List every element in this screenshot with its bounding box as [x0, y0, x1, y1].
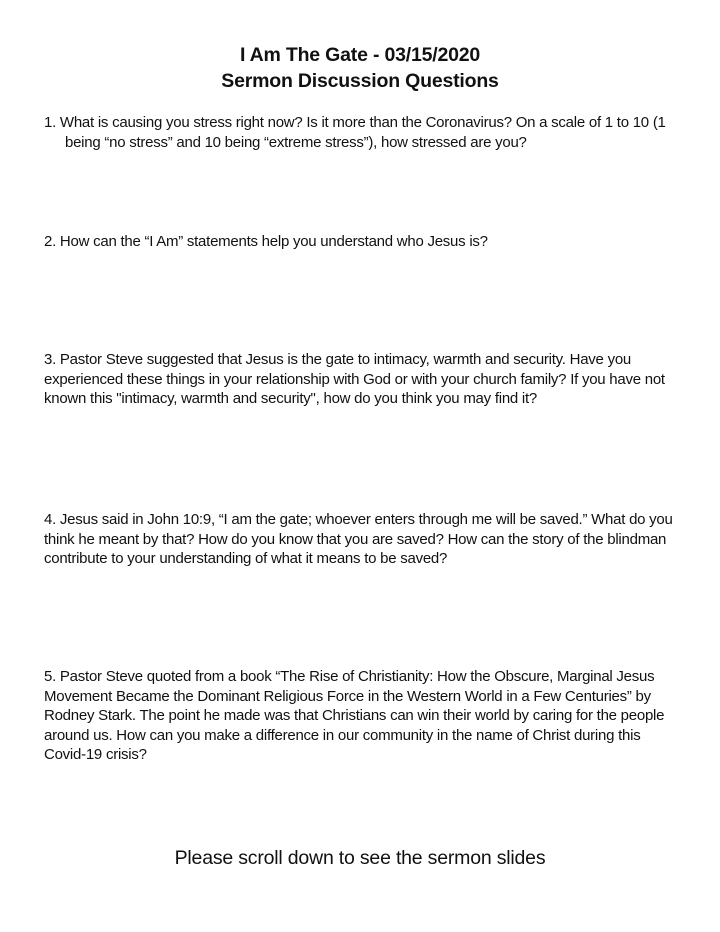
question-1: 1. What is causing you stress right now? Is it more than the Coronavirus? On a scale of 1 to 10 (1 being “no stress” and 10 being “extreme stress”), how stressed are you?	[44, 114, 666, 151]
page-title: I Am The Gate - 03/15/2020	[239, 44, 481, 66]
page-subtitle: Sermon Discussion Questions	[221, 70, 499, 92]
scroll-note: Please scroll down to see the sermon slides	[174, 847, 546, 869]
question-5: 5. Pastor Steve quoted from a book “The Rise of Christianity: How the Obscure, Marginal Jesus Movement Became the Dominant Religious Force in the Western World in a Few Centuries” by Rodney Stark. The point he made was that Christians can win their world by caring for the people around us. How can you make a difference in our community in the name of Christ during this Covid-19 crisis?	[44, 668, 665, 763]
question-4: 4. Jesus said in John 10:9, “I am the gate; whoever enters through me will be saved.” What do you think he meant by that? How do you know that you are saved? How can the story of the blindman contribute to your understanding of what it means to be saved?	[44, 511, 673, 567]
question-2: 2. How can the “I Am” statements help you understand who Jesus is?	[44, 233, 488, 250]
question-3: 3. Pastor Steve suggested that Jesus is the gate to intimacy, warmth and security. Have you experienced these things in your relationship with God or with your church family? If you have not known this "intimacy, warmth and security", how do you think you may find it?	[44, 351, 665, 407]
